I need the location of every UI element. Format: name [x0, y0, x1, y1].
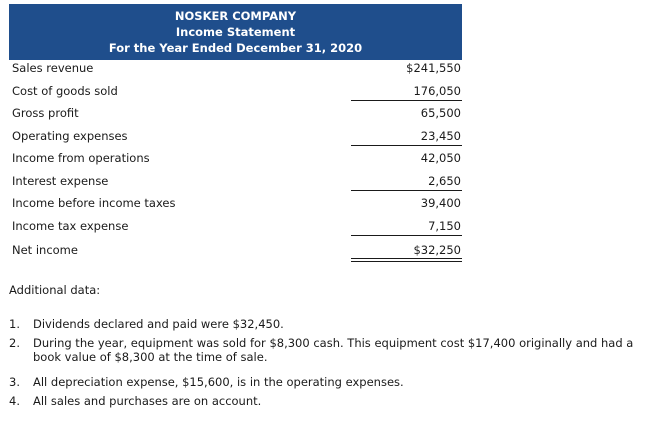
row-interest-expense	[9, 171, 462, 191]
note-text: During the year, equipment was sold for $8,300 cash. This equipment cost $17,400 originally and had a book value of $8,300 at the time of sale.	[33, 336, 634, 364]
additional-data-title: Additional data:	[9, 283, 101, 297]
row-amount: $32,250	[413, 243, 461, 257]
note-number: 3.	[9, 375, 20, 389]
subtotal-rule	[351, 235, 462, 236]
subtotal-rule	[351, 145, 462, 146]
row-amount: $241,550	[406, 61, 461, 75]
double-rule-bottom	[351, 261, 462, 262]
statement-period: For the Year Ended December 31, 2020	[108, 41, 363, 55]
row-amount: 2,650	[428, 174, 461, 188]
row-amount: 7,150	[428, 219, 461, 233]
row-sales-revenue	[9, 58, 462, 78]
note-number: 2.	[9, 336, 20, 350]
row-label: Income tax expense	[12, 219, 129, 233]
statement-header	[9, 4, 462, 60]
row-amount: 23,450	[420, 129, 461, 143]
company-name: NOSKER COMPANY	[174, 9, 297, 23]
row-cost-of-goods-sold	[9, 81, 462, 101]
row-label: Gross profit	[12, 106, 79, 120]
row-label: Cost of goods sold	[12, 84, 118, 98]
row-amount: 42,050	[420, 151, 461, 165]
row-income-tax-expense	[9, 216, 462, 236]
note-text: All sales and purchases are on account.	[33, 394, 262, 408]
row-label: Net income	[12, 243, 78, 257]
row-gross-profit	[9, 103, 462, 123]
row-operating-expenses	[9, 126, 462, 146]
row-label: Operating expenses	[12, 129, 128, 143]
row-label: Interest expense	[12, 174, 109, 188]
row-amount: 176,050	[413, 84, 461, 98]
row-net-income	[9, 240, 462, 260]
statement-title: Income Statement	[175, 25, 296, 39]
row-amount: 39,400	[420, 196, 461, 210]
row-amount: 65,500	[420, 106, 461, 120]
row-label: Sales revenue	[12, 61, 94, 75]
row-income-before-taxes	[9, 193, 462, 213]
row-income-from-operations	[9, 148, 462, 168]
row-label: Income before income taxes	[12, 196, 176, 210]
double-rule-top	[351, 258, 462, 259]
row-label: Income from operations	[12, 151, 150, 165]
note-text: Dividends declared and paid were $32,450.	[33, 317, 284, 331]
subtotal-rule	[351, 190, 462, 191]
note-number: 4.	[9, 394, 20, 408]
note-text: All depreciation expense, $15,600, is in the operating expenses.	[33, 375, 404, 389]
note-number: 1.	[9, 317, 20, 331]
subtotal-rule	[351, 100, 462, 101]
